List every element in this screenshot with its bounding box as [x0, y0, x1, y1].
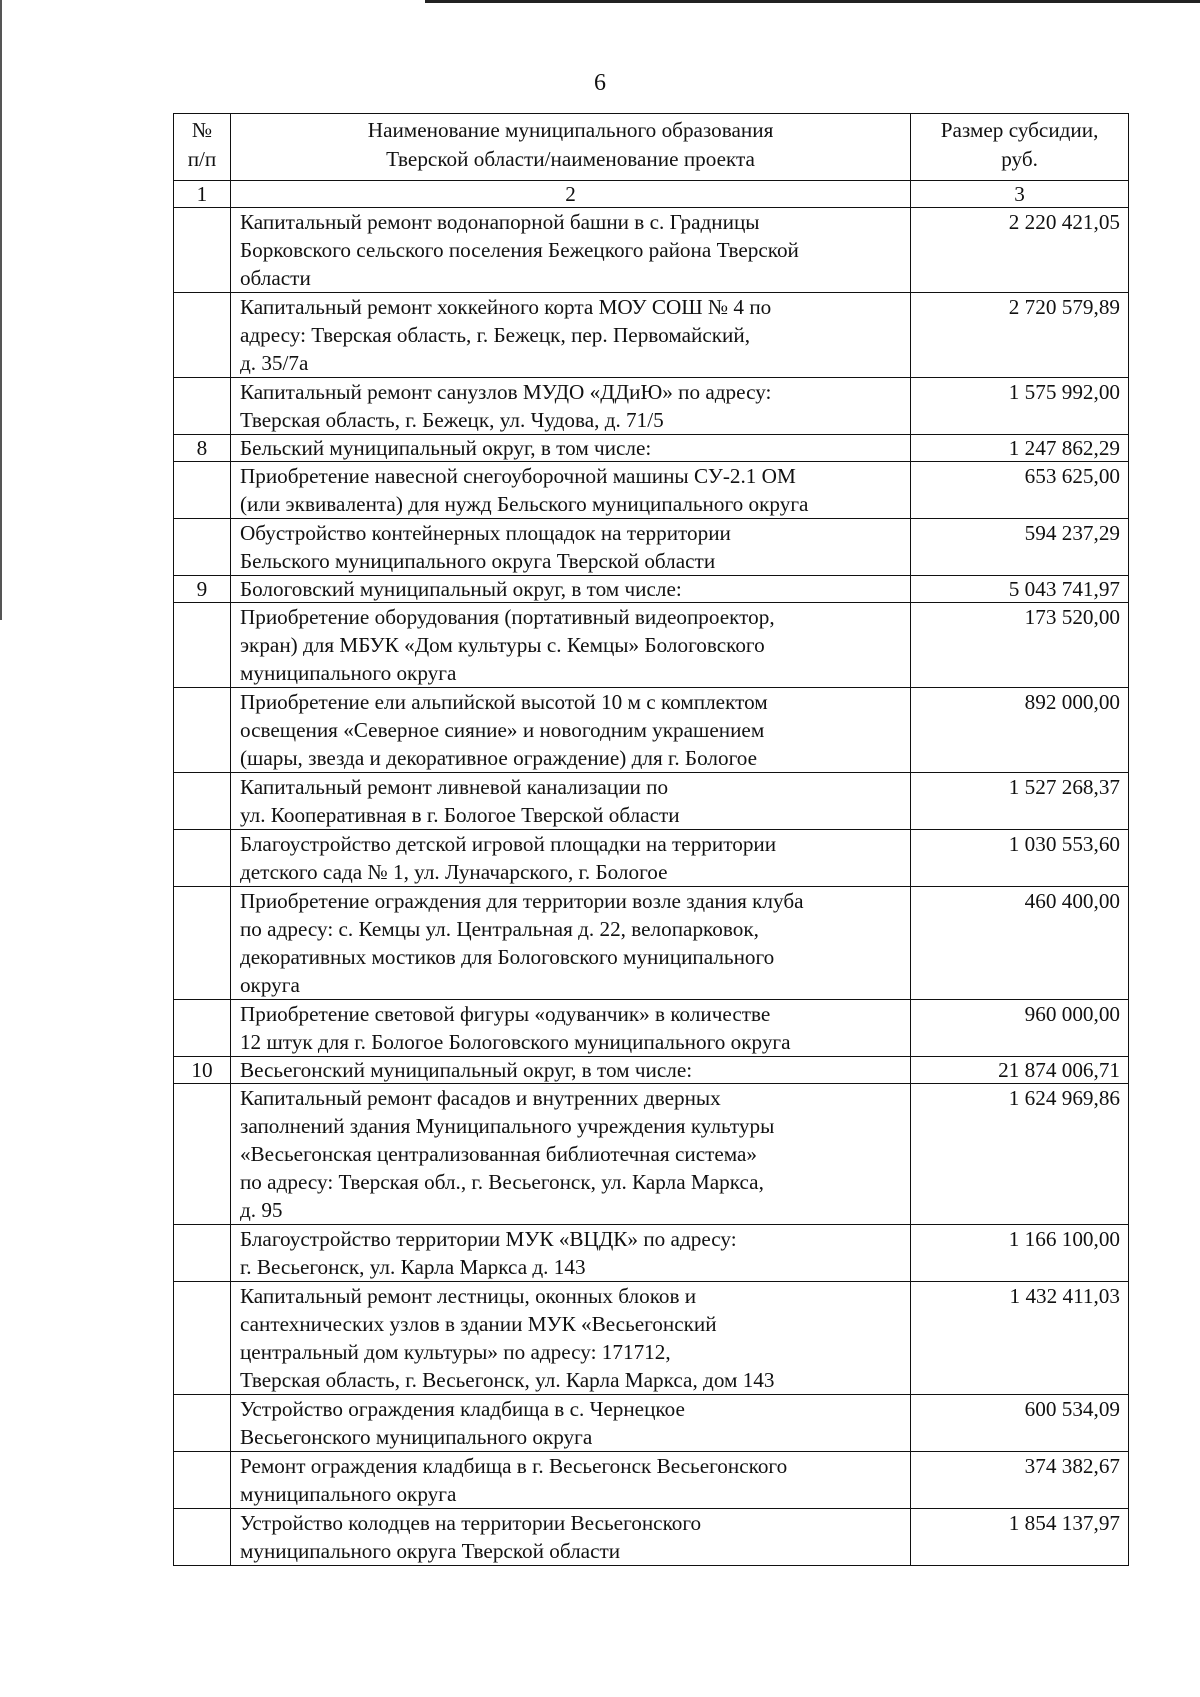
project-name: Капитальный ремонт санузлов МУДО «ДДиЮ» по адресу: Тверская область, г. Бежецк, ул. Чудова, д. 71/5 [230, 378, 910, 435]
subsidy-amount: 1 624 969,86 [911, 1084, 1129, 1225]
table-row [174, 1225, 1129, 1282]
project-name: Приобретение ели альпийской высотой 10 м с комплектом освещения «Северное сияние» и новогодним украшением (шары, звезда и декоративное ограждение) для г. Бологое [230, 688, 910, 773]
subsidy-amount: 1 527 268,37 [911, 773, 1129, 830]
table-row [174, 1452, 1129, 1509]
row-number [174, 688, 231, 773]
row-number [174, 1225, 231, 1282]
table-row [174, 688, 1129, 773]
table-row [174, 519, 1129, 576]
project-name: Устройство колодцев на территории Весьегонского муниципального округа Тверской области [230, 1509, 910, 1566]
table-row [174, 887, 1129, 1000]
group-row [174, 1057, 1129, 1084]
project-name: Приобретение световой фигуры «одуванчик» в количестве 12 штук для г. Бологое Бологовского муниципального округа [230, 1000, 910, 1057]
row-number [174, 603, 231, 688]
table-row [174, 1084, 1129, 1225]
subsidy-amount: 1 432 411,03 [911, 1282, 1129, 1395]
table-row [174, 1000, 1129, 1057]
subsidy-amount: 21 874 006,71 [911, 1057, 1129, 1084]
row-number [174, 1282, 231, 1395]
subsidy-amount: 960 000,00 [911, 1000, 1129, 1057]
subsidy-amount: 2 220 421,05 [911, 208, 1129, 293]
row-number [174, 378, 231, 435]
column-index-2: 2 [230, 181, 910, 208]
row-number [174, 208, 231, 293]
scan-edge-top [425, 0, 1200, 3]
table-row [174, 1395, 1129, 1452]
header-num: № п/п [174, 114, 231, 181]
subsidy-amount: 1 166 100,00 [911, 1225, 1129, 1282]
row-number: 8 [174, 435, 231, 462]
row-number: 10 [174, 1057, 231, 1084]
row-number [174, 1000, 231, 1057]
project-name: Капитальный ремонт лестницы, оконных блоков и сантехнических узлов в здании МУК «Весьегонский центральный дом культуры» по адресу: 171712, Тверская область, г. Весьегонск, ул. Карла Маркса, дом 143 [230, 1282, 910, 1395]
project-name: Капитальный ремонт ливневой канализации по ул. Кооперативная в г. Бологое Тверской области [230, 773, 910, 830]
subsidy-amount: 594 237,29 [911, 519, 1129, 576]
subsidy-amount: 173 520,00 [911, 603, 1129, 688]
municipality-name: Бологовский муниципальный округ, в том числе: [230, 576, 910, 603]
group-row [174, 435, 1129, 462]
subsidy-amount: 1 854 137,97 [911, 1509, 1129, 1566]
table-row [174, 378, 1129, 435]
subsidy-amount: 892 000,00 [911, 688, 1129, 773]
subsidy-amount: 1 575 992,00 [911, 378, 1129, 435]
project-name: Благоустройство детской игровой площадки на территории детского сада № 1, ул. Луначарского, г. Бологое [230, 830, 910, 887]
subsidy-amount: 1 247 862,29 [911, 435, 1129, 462]
subsidy-amount: 2 720 579,89 [911, 293, 1129, 378]
project-name: Приобретение навесной снегоуборочной машины СУ-2.1 ОМ (или эквивалента) для нужд Бельского муниципального округа [230, 462, 910, 519]
subsidy-amount: 460 400,00 [911, 887, 1129, 1000]
table-row [174, 208, 1129, 293]
subsidy-amount: 600 534,09 [911, 1395, 1129, 1452]
table-row [174, 293, 1129, 378]
row-number [174, 462, 231, 519]
table-row [174, 603, 1129, 688]
row-number [174, 1084, 231, 1225]
subsidy-table [173, 113, 1129, 1566]
subsidy-amount: 5 043 741,97 [911, 576, 1129, 603]
subsidy-amount: 653 625,00 [911, 462, 1129, 519]
row-number [174, 830, 231, 887]
row-number [174, 1395, 231, 1452]
row-number [174, 293, 231, 378]
project-name: Приобретение оборудования (портативный видеопроектор, экран) для МБУК «Дом культуры с. Кемцы» Бологовского муниципального округа [230, 603, 910, 688]
column-index-1: 1 [174, 181, 231, 208]
municipality-name: Весьегонский муниципальный округ, в том числе: [230, 1057, 910, 1084]
group-row [174, 576, 1129, 603]
table-header [174, 114, 1129, 208]
project-name: Капитальный ремонт фасадов и внутренних дверных заполнений здания Муниципального учреждения культуры «Весьегонская централизованная библиотечная система» по адресу: Тверская обл., г. Весьегонск, ул. Карла Маркса, д. 95 [230, 1084, 910, 1225]
project-name: Обустройство контейнерных площадок на территории Бельского муниципального округа Тверской области [230, 519, 910, 576]
project-name: Благоустройство территории МУК «ВЦДК» по адресу: г. Весьегонск, ул. Карла Маркса д. 143 [230, 1225, 910, 1282]
row-number [174, 887, 231, 1000]
municipality-name: Бельский муниципальный округ, в том числе: [230, 435, 910, 462]
row-number [174, 1509, 231, 1566]
header-name: Наименование муниципального образования Тверской области/наименование проекта [230, 114, 910, 181]
table-body [174, 208, 1129, 1566]
row-number [174, 519, 231, 576]
table-row [174, 830, 1129, 887]
table-row [174, 773, 1129, 830]
project-name: Капитальный ремонт водонапорной башни в с. Градницы Борковского сельского поселения Бежецкого района Тверской области [230, 208, 910, 293]
row-number: 9 [174, 576, 231, 603]
subsidy-amount: 374 382,67 [911, 1452, 1129, 1509]
table-row [174, 1282, 1129, 1395]
header-row [174, 114, 1129, 181]
row-number [174, 1452, 231, 1509]
header-amount: Размер субсидии, руб. [911, 114, 1129, 181]
page-number: 6 [594, 70, 606, 96]
table-row [174, 1509, 1129, 1566]
project-name: Приобретение ограждения для территории возле здания клуба по адресу: с. Кемцы ул. Центральная д. 22, велопарковок, декоративных мостиков для Бологовского муниципального округа [230, 887, 910, 1000]
column-index-row [174, 181, 1129, 208]
project-name: Ремонт ограждения кладбища в г. Весьегонск Весьегонского муниципального округа [230, 1452, 910, 1509]
subsidy-amount: 1 030 553,60 [911, 830, 1129, 887]
column-index-3: 3 [911, 181, 1129, 208]
project-name: Капитальный ремонт хоккейного корта МОУ СОШ № 4 по адресу: Тверская область, г. Бежецк, пер. Первомайский, д. 35/7а [230, 293, 910, 378]
row-number [174, 773, 231, 830]
table-row [174, 462, 1129, 519]
project-name: Устройство ограждения кладбища в с. Чернецкое Весьегонского муниципального округа [230, 1395, 910, 1452]
